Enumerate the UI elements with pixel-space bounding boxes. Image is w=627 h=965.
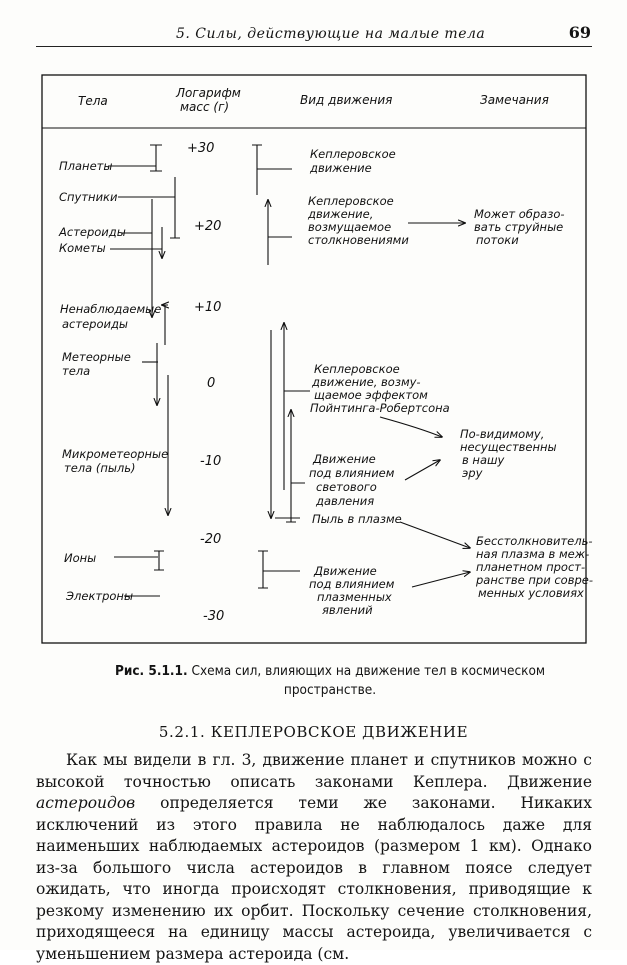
body-ions: Ионы	[64, 551, 97, 565]
remark-collisionless-line4: ранстве при совре-	[476, 573, 594, 587]
paragraph-text-start: Как мы видели в гл. 3, движение планет и спутников можно с высокой точностью описать законами Кеплера. Движение	[36, 751, 592, 791]
scale-label: -20	[200, 532, 222, 547]
header-motion-type: Вид движения	[300, 93, 393, 107]
motion-plasma-line2: под влиянием	[309, 577, 395, 591]
motion-dust-plasma: Пыль в плазме	[312, 512, 402, 526]
remark-streams-line3: потоки	[476, 233, 519, 247]
scale-label: -10	[200, 454, 222, 469]
motion-collisions-line4: столкновениями	[308, 233, 409, 247]
motion-light-line2: под влиянием	[309, 466, 395, 480]
scale-label: +30	[187, 141, 215, 156]
body-text	[36, 750, 592, 965]
plasma-bracket	[258, 551, 300, 588]
body-satellites: Спутники	[59, 190, 118, 204]
body-electrons: Электроны	[66, 589, 134, 603]
remark-insignificant-line1: По-видимому,	[460, 427, 545, 441]
figure-caption	[80, 662, 580, 700]
paragraph-emphasis: астероидов	[36, 794, 136, 812]
unobserved-range-arrow	[162, 305, 168, 345]
body-planets: Планеты	[59, 159, 113, 173]
motion-pr-line3: щаемое эффектом	[314, 388, 428, 402]
motion-pr-line4: Пойнтинга-Робертсона	[310, 401, 450, 415]
satellites-range-bar	[170, 177, 180, 238]
motion-plasma-line1: Движение	[314, 564, 377, 578]
scale-label: +10	[194, 300, 222, 315]
motion-light-line4: давления	[316, 494, 375, 508]
motion-plasma-line3: плазменных	[317, 590, 392, 604]
header-log-mass-line1: Логарифм	[176, 86, 241, 100]
caption-text: Схема сил, влияющих на движение тел в космическом пространстве.	[191, 663, 546, 698]
remark-collisionless-line1: Бесстолкновитель-	[476, 534, 593, 548]
body-unobserved-line1: Ненаблюдаемые	[60, 302, 162, 316]
motion-pr-line2: движение, возму-	[312, 375, 421, 389]
collision-bracket	[268, 200, 292, 265]
motion-light-line3: светового	[316, 480, 377, 494]
remark-collisionless-line5: менных условиях	[478, 586, 584, 600]
planets-range-bar	[150, 145, 162, 171]
scale-label: -30	[203, 609, 225, 624]
ions-range-bar	[154, 551, 164, 570]
remark-streams-line1: Может образо-	[474, 207, 565, 221]
remark-collisionless-line3: планетном прост-	[476, 560, 586, 574]
body-micrometeor-line1: Микрометеорные	[62, 447, 169, 461]
body-comets: Кометы	[59, 241, 106, 255]
paragraph	[36, 750, 592, 965]
scale-label: 0	[207, 376, 216, 391]
remark-insignificant-line3: в нашу	[462, 453, 505, 467]
arrow-light-to-remark	[405, 460, 440, 480]
caption-label: Рис. 5.1.1.	[114, 663, 188, 679]
page-number: 69	[568, 23, 591, 42]
body-meteor-line2: тела	[62, 364, 91, 378]
motion-collisions-line3: возмущаемое	[308, 220, 392, 234]
scale-label: +20	[194, 219, 222, 234]
motion-plasma-line4: явлений	[322, 603, 373, 617]
running-head: 5. Силы, действующие на малые тела	[176, 26, 486, 42]
body-asteroids: Астероиды	[59, 225, 126, 239]
arrow-dust-to-plasma-remark	[400, 522, 470, 548]
body-unobserved-line2: астероиды	[62, 317, 128, 331]
kepler-bracket	[252, 145, 292, 195]
motion-collisions-line2: движение,	[308, 207, 374, 221]
paragraph-text-end: определяется теми же законами. Никаких исключений из этого правила не наблюдалось даже для наименьших наблюдаемых астероидов (размером 1 км). Однако из-за большого числа астероидов в главном поясе следует ожидать, что иногда происходят столкновения, приводящие к резкому изменению их орбит. Поскольку сечение столкновения, приходящееся на единицу массы астероида, увеличивается с уменьшением размера астероида (см.	[36, 794, 592, 963]
motion-pr-line1: Кеплеровское	[314, 362, 400, 376]
remark-insignificant-line2: несущественны	[460, 440, 557, 454]
motion-collisions-line1: Кеплеровское	[308, 194, 394, 208]
motion-light-line1: Движение	[313, 452, 376, 466]
header-remarks: Замечания	[480, 93, 549, 107]
remark-insignificant-line4: эру	[462, 466, 483, 480]
motion-kepler-line2: движение	[310, 161, 372, 175]
motion-kepler-line1: Кеплеровское	[310, 147, 396, 161]
arrow-plasma-to-remark	[412, 572, 470, 587]
poynting-robertson-bracket	[284, 323, 310, 490]
body-micrometeor-line2: тела (пыль)	[64, 461, 136, 475]
section-heading: 5.2.1. КЕПЛЕРОВСКОЕ ДВИЖЕНИЕ	[158, 723, 469, 741]
remark-collisionless-line2: ная плазма в меж-	[476, 547, 590, 561]
arrow-pr-to-remark	[380, 417, 442, 437]
header-log-mass-line2: масс (г)	[180, 100, 230, 114]
remark-streams-line2: вать струйные	[474, 220, 564, 234]
header-bodies: Тела	[78, 94, 108, 108]
light-pressure-bracket	[286, 410, 305, 522]
body-meteor-line1: Метеорные	[62, 350, 131, 364]
